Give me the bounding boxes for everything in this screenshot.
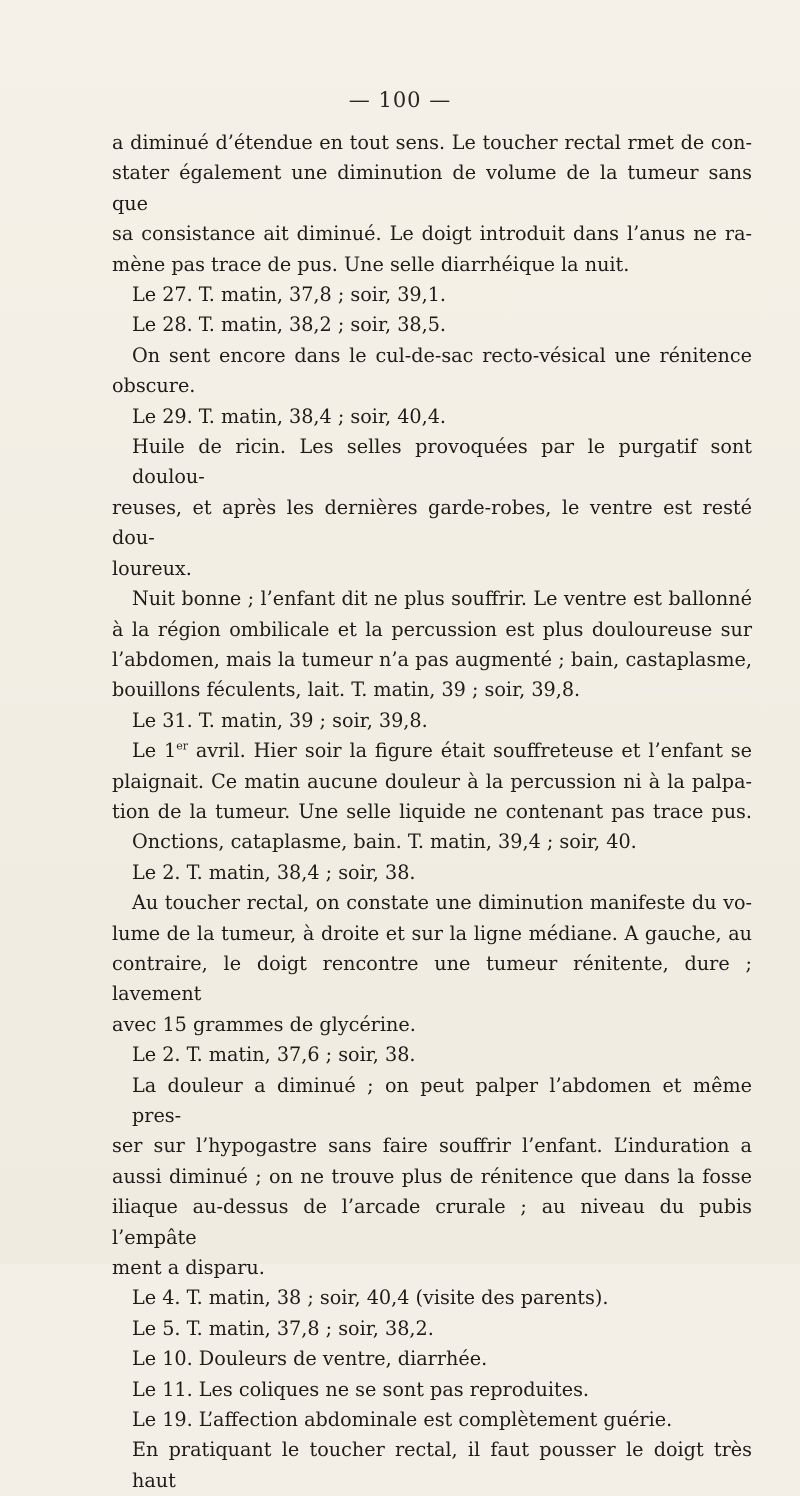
text-line: tion de la tumeur. Une selle liquide ne contenant pas trace pus. [112,799,752,823]
text-line: Huile de ricin. Les selles provoquées par le purgatif sont doulou- [132,435,752,489]
text-line: l’abdomen, mais la tumeur n’a pas augmenté ; bain, castaplasme, [112,647,752,671]
text-line: plaignait. Ce matin aucune douleur à la percussion ni à la palpa- [112,769,752,793]
page-number: — 100 — [348,88,452,112]
text-line: iliaque au-dessus de l’arcade crurale ; au niveau du pubis l’empâte [112,1195,752,1249]
ordinal-superscript: er [176,739,188,753]
text-line: Nuit bonne ; l’enfant dit ne plus souffrir. Le ventre est ballonné [132,587,752,611]
text-line: bouillons féculents, lait. T. matin, 39 ; soir, 39,8. [112,678,581,702]
text-line: Onctions, cataplasme, bain. T. matin, 39,4 ; soir, 40. [132,830,637,854]
text-line: La douleur a diminué ; on peut palper l’abdomen et même pres- [132,1073,752,1127]
text-line: ser sur l’hypogastre sans faire souffrir l’enfant. L’induration a [112,1134,752,1158]
text-line: loureux. [112,556,192,580]
text-line: Le 11. Les coliques ne se sont pas reproduites. [132,1377,590,1401]
text-line: Le 19. L’affection abdominale est complètement guérie. [132,1408,673,1432]
text-line: reuses, et après les dernières garde-robes, le ventre est resté dou- [112,495,752,550]
text-line: à la région ombilicale et la percussion est plus douloureuse sur [112,617,752,641]
text-line: contraire, le doigt rencontre une tumeur rénitente, dure ; lavement [112,951,752,1006]
text-line: Le 2. T. matin, 37,6 ; soir, 38. [132,1043,416,1067]
text-line: Le 27. T. matin, 37,8 ; soir, 39,1. [132,283,447,307]
text-line: aussi diminué ; on ne trouve plus de rénitence que dans la fosse [112,1164,752,1188]
text-line: Au toucher rectal, on constate une diminution manifeste du vo- [132,891,752,915]
text-line: ment a disparu. [112,1256,265,1280]
text-line: Le 4. T. matin, 38 ; soir, 40,4 (visite des parents). [132,1286,609,1310]
text-line: On sent encore dans le cul-de-sac recto-vésical une rénitence [132,343,752,367]
text-line: En pratiquant le toucher rectal, il faut pousser le doigt très haut [132,1438,752,1492]
text-line: Le 28. T. matin, 38,2 ; soir, 38,5. [132,313,447,337]
text-line: Le 5. T. matin, 37,8 ; soir, 38,2. [132,1316,434,1340]
text-line: Le 31. T. matin, 39 ; soir, 39,8. [132,708,428,732]
text-line: obscure. [112,374,196,398]
text-line: Le 29. T. matin, 38,4 ; soir, 40,4. [132,404,447,428]
text-line: avec 15 grammes de glycérine. [112,1012,416,1036]
text-line: a diminué d’étendue en tout sens. Le toucher rectal rmet de con- [112,131,752,154]
text-line: stater également une diminution de volume de la tumeur sans que [112,161,752,215]
text-line: lume de la tumeur, à droite et sur la ligne médiane. A gauche, au [112,921,752,945]
text-line-segment: Le 1 [132,739,177,763]
text-line: mène pas trace de pus. Une selle diarrhéique la nuit. [112,252,630,276]
text-line: Le 10. Douleurs de ventre, diarrhée. [132,1347,488,1371]
text-line: sa consistance ait diminué. Le doigt introduit dans l’anus ne ra- [112,222,752,246]
text-line-segment: avril. Hier soir la figure était souffreteuse et l’enfant se [187,739,753,763]
text-line [112,736,752,766]
text-line: Le 2. T. matin, 38,4 ; soir, 38. [132,860,416,884]
body-text [112,128,752,1496]
